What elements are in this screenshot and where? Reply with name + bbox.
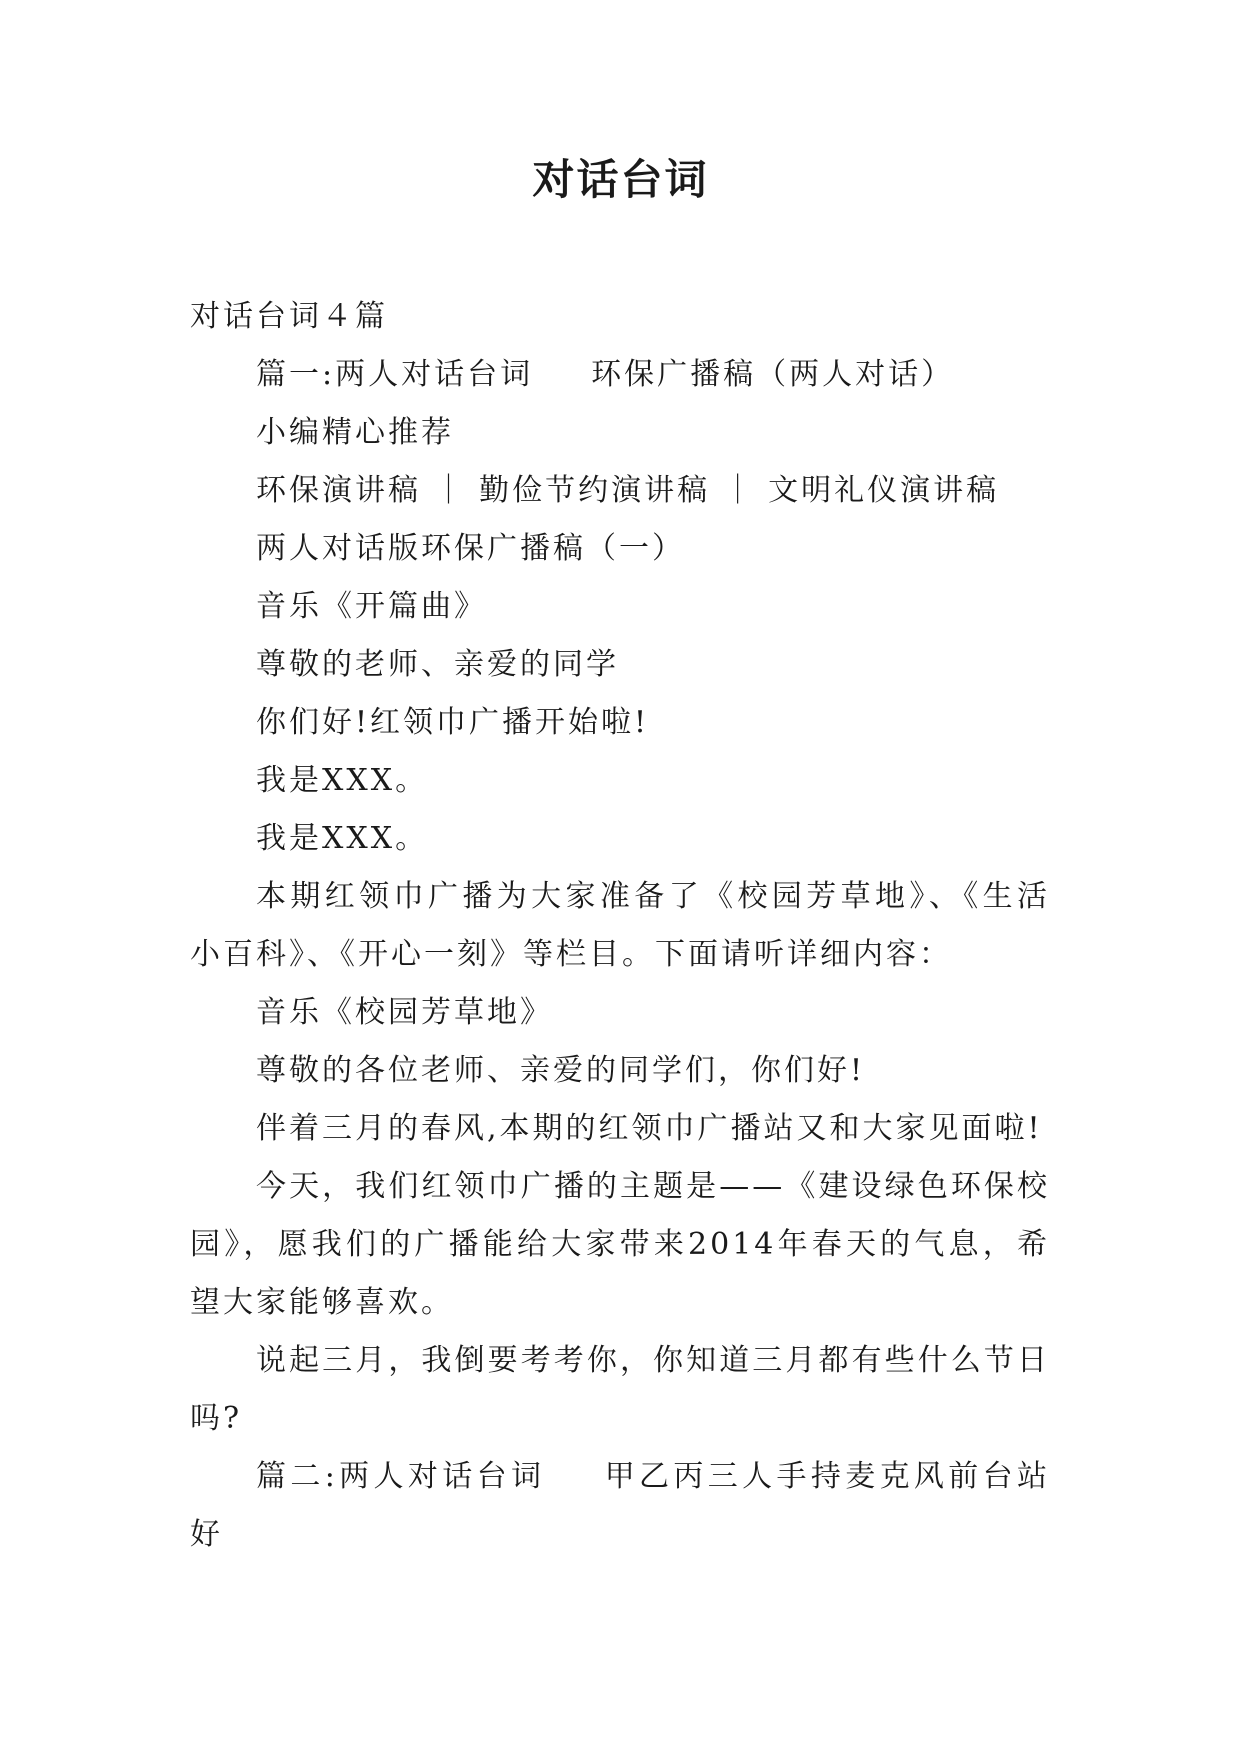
section-subheading: 甲乙丙三人手持麦克风前台站好	[190, 1459, 1051, 1552]
section-subheading: 环保广播稿（两人对话）	[591, 357, 955, 392]
document-title: 对话台词	[532, 155, 709, 204]
paragraph-line: 环保演讲稿 ｜ 勤俭节约演讲稿 ｜ 文明礼仪演讲稿	[256, 473, 1000, 508]
paragraph-line: 两人对话版环保广播稿（一）	[256, 531, 685, 566]
section-heading: 篇二:两人对话台词	[256, 1459, 546, 1494]
paragraph-line: 你们好!红领巾广播开始啦!	[256, 705, 650, 740]
paragraph-line: 我是XXX。	[256, 821, 429, 856]
document-body	[190, 288, 1050, 1564]
paragraph: 本期红领巾广播为大家准备了《校园芳草地》、《生活小百科》、《开心一刻》等栏目。下面请听详细内容：	[190, 879, 1050, 972]
section-heading: 篇一:两人对话台词	[256, 357, 534, 392]
paragraph-line: 音乐《校园芳草地》	[256, 995, 553, 1030]
paragraph-line: 尊敬的各位老师、亲爱的同学们，你们好!	[256, 1053, 866, 1088]
paragraph-line: 尊敬的老师、亲爱的同学	[256, 647, 619, 682]
paragraph-line: 小编精心推荐	[256, 415, 454, 450]
subtitle-line: 对话台词４篇	[190, 299, 388, 334]
paragraph-line: 我是XXX。	[256, 763, 429, 798]
paragraph: 说起三月，我倒要考考你，你知道三月都有些什么节日吗?	[190, 1343, 1050, 1436]
paragraph-line: 音乐《开篇曲》	[256, 589, 487, 624]
paragraph	[190, 1448, 1050, 1564]
paragraph-line: 伴着三月的春风,本期的红领巾广播站又和大家见面啦!	[256, 1111, 1043, 1146]
paragraph-line	[190, 346, 1050, 404]
paragraph: 今天，我们红领巾广播的主题是——《建设绿色环保校园》，愿我们的广播能给大家带来2014年春天的气息，希望大家能够喜欢。	[190, 1169, 1050, 1320]
